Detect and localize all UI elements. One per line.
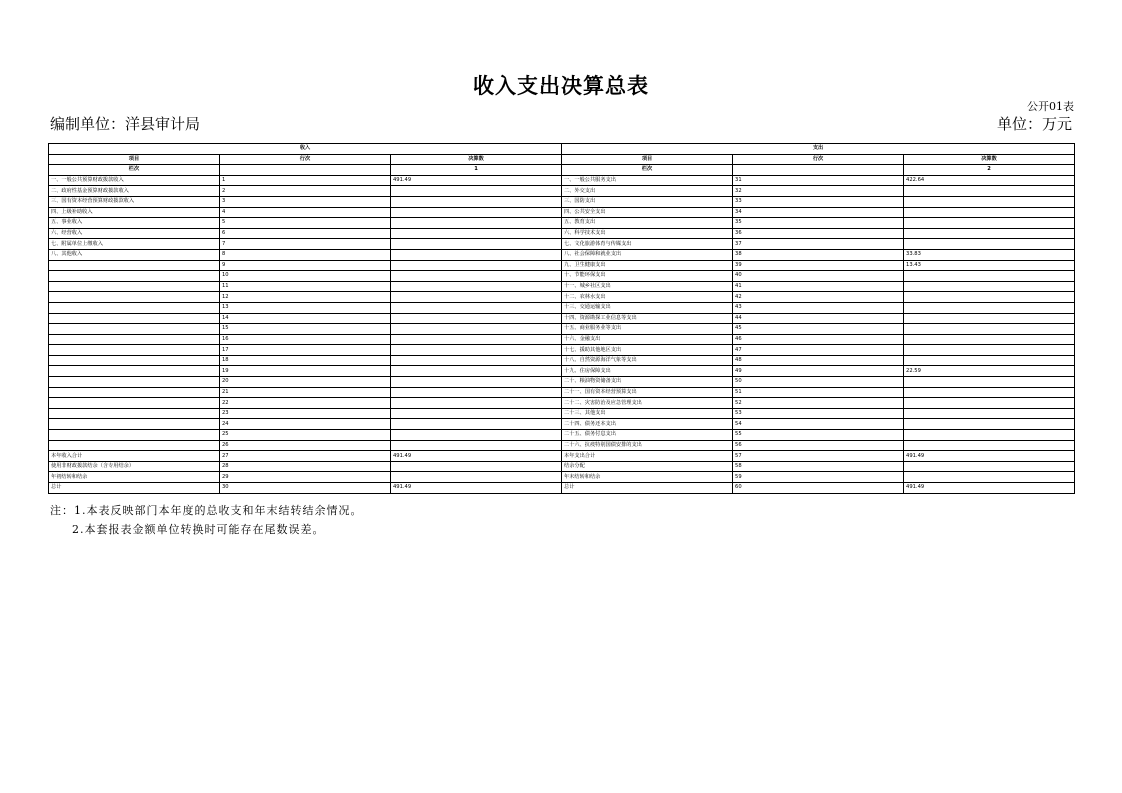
expense-item-cell: 一、一般公共服务支出 bbox=[562, 175, 733, 186]
income-line-cell: 15 bbox=[220, 324, 391, 335]
income-item-cell: 本年收入合计 bbox=[49, 451, 220, 462]
income-amount-cell bbox=[391, 228, 562, 239]
income-item-cell bbox=[49, 324, 220, 335]
income-line-cell: 26 bbox=[220, 440, 391, 451]
expense-header: 支出 bbox=[562, 144, 1075, 155]
notes bbox=[50, 501, 363, 539]
table-row bbox=[49, 260, 1075, 271]
income-amount-cell bbox=[391, 313, 562, 324]
expense-amount-cell bbox=[904, 387, 1075, 398]
unit-label: 单位：万元 bbox=[996, 115, 1072, 133]
expense-amount-cell bbox=[904, 218, 1075, 229]
income-item-cell bbox=[49, 377, 220, 388]
expense-amount-cell: 22.59 bbox=[904, 366, 1075, 377]
expense-amount-cell bbox=[904, 239, 1075, 250]
expense-line-cell: 47 bbox=[733, 345, 904, 356]
expense-amount-cell bbox=[904, 472, 1075, 483]
expense-line-cell: 44 bbox=[733, 313, 904, 324]
expense-line-cell: 32 bbox=[733, 186, 904, 197]
income-item-cell bbox=[49, 345, 220, 356]
income-amount-cell bbox=[391, 345, 562, 356]
income-item-cell bbox=[49, 408, 220, 419]
table-row bbox=[49, 324, 1075, 335]
expense-item-cell: 结余分配 bbox=[562, 461, 733, 472]
column-label: 栏次 bbox=[49, 165, 220, 176]
table-row bbox=[49, 302, 1075, 313]
income-line-cell: 10 bbox=[220, 271, 391, 282]
expense-amount-cell: 33.83 bbox=[904, 249, 1075, 260]
expense-item-cell: 二十五、债务付息支出 bbox=[562, 430, 733, 441]
column-header-line: 行次 bbox=[733, 154, 904, 165]
expense-item-cell: 六、科学技术支出 bbox=[562, 228, 733, 239]
income-line-cell: 23 bbox=[220, 408, 391, 419]
income-item-cell bbox=[49, 260, 220, 271]
income-line-cell: 16 bbox=[220, 334, 391, 345]
income-amount-cell bbox=[391, 249, 562, 260]
expense-item-cell: 九、卫生健康支出 bbox=[562, 260, 733, 271]
table-row bbox=[49, 334, 1075, 345]
income-amount-cell bbox=[391, 271, 562, 282]
expense-line-cell: 53 bbox=[733, 408, 904, 419]
expense-amount-cell bbox=[904, 292, 1075, 303]
expense-amount-cell bbox=[904, 408, 1075, 419]
income-line-cell: 2 bbox=[220, 186, 391, 197]
expense-line-cell: 39 bbox=[733, 260, 904, 271]
income-item-cell bbox=[49, 419, 220, 430]
income-item-cell bbox=[49, 387, 220, 398]
expense-line-cell: 36 bbox=[733, 228, 904, 239]
expense-amount-cell bbox=[904, 355, 1075, 366]
income-line-cell: 7 bbox=[220, 239, 391, 250]
expense-item-cell: 十一、城乡社区支出 bbox=[562, 281, 733, 292]
table-row bbox=[49, 419, 1075, 430]
income-amount-cell: 491.49 bbox=[391, 483, 562, 494]
column-header-row bbox=[49, 154, 1075, 165]
income-item-cell bbox=[49, 430, 220, 441]
income-line-cell: 4 bbox=[220, 207, 391, 218]
expense-line-cell: 46 bbox=[733, 334, 904, 345]
page-title: 收入支出决算总表 bbox=[473, 73, 649, 98]
income-item-cell bbox=[49, 281, 220, 292]
income-line-cell: 21 bbox=[220, 387, 391, 398]
expense-line-cell: 35 bbox=[733, 218, 904, 229]
income-amount-cell: 491.49 bbox=[391, 451, 562, 462]
expense-item-cell: 总计 bbox=[562, 483, 733, 494]
expense-item-cell: 七、文化旅游体育与传媒支出 bbox=[562, 239, 733, 250]
table-row bbox=[49, 313, 1075, 324]
table-row bbox=[49, 398, 1075, 409]
table-row bbox=[49, 430, 1075, 441]
income-line-cell: 17 bbox=[220, 345, 391, 356]
expense-item-cell: 八、社会保障和就业支出 bbox=[562, 249, 733, 260]
expense-amount-cell bbox=[904, 334, 1075, 345]
expense-item-cell: 十四、资源勘探工业信息等支出 bbox=[562, 313, 733, 324]
income-item-cell: 总计 bbox=[49, 483, 220, 494]
income-item-cell bbox=[49, 398, 220, 409]
column-header-amount: 决算数 bbox=[904, 154, 1075, 165]
income-item-cell: 八、其他收入 bbox=[49, 249, 220, 260]
income-expense-table bbox=[48, 143, 1075, 494]
income-item-cell: 二、政府性基金预算财政拨款收入 bbox=[49, 186, 220, 197]
table-row bbox=[49, 186, 1075, 197]
expense-amount-cell bbox=[904, 281, 1075, 292]
expense-amount-cell bbox=[904, 313, 1075, 324]
income-item-cell: 使用非财政拨款结余（含专用结余） bbox=[49, 461, 220, 472]
expense-amount-cell: 13.43 bbox=[904, 260, 1075, 271]
expense-item-cell: 十七、援助其他地区支出 bbox=[562, 345, 733, 356]
table-row bbox=[49, 408, 1075, 419]
expense-item-cell: 十五、商业服务业等支出 bbox=[562, 324, 733, 335]
expense-item-cell: 五、教育支出 bbox=[562, 218, 733, 229]
expense-amount-cell bbox=[904, 440, 1075, 451]
expense-line-cell: 45 bbox=[733, 324, 904, 335]
empty-cell bbox=[733, 165, 904, 176]
expense-line-cell: 40 bbox=[733, 271, 904, 282]
expense-line-cell: 49 bbox=[733, 366, 904, 377]
income-item-cell: 七、附属单位上缴收入 bbox=[49, 239, 220, 250]
table-row bbox=[49, 461, 1075, 472]
table-row bbox=[49, 366, 1075, 377]
note-2: 2.本套报表金额单位转换时可能存在尾数误差。 bbox=[72, 523, 325, 536]
income-amount-cell bbox=[391, 292, 562, 303]
table-row bbox=[49, 228, 1075, 239]
income-amount-cell bbox=[391, 366, 562, 377]
table-row bbox=[49, 483, 1075, 494]
income-amount-cell bbox=[391, 377, 562, 388]
income-item-cell bbox=[49, 355, 220, 366]
income-amount-cell bbox=[391, 408, 562, 419]
expense-line-cell: 41 bbox=[733, 281, 904, 292]
table-row bbox=[49, 218, 1075, 229]
income-line-cell: 30 bbox=[220, 483, 391, 494]
table-row bbox=[49, 239, 1075, 250]
income-line-cell: 18 bbox=[220, 355, 391, 366]
table-row bbox=[49, 377, 1075, 388]
income-line-cell: 11 bbox=[220, 281, 391, 292]
income-amount-cell bbox=[391, 387, 562, 398]
column-number: 2 bbox=[904, 165, 1075, 176]
section-header-row bbox=[49, 144, 1075, 155]
expense-item-cell: 十、节能环保支出 bbox=[562, 271, 733, 282]
note-1: 注：1.本表反映部门本年度的总收支和年末结转结余情况。 bbox=[50, 504, 363, 517]
income-line-cell: 22 bbox=[220, 398, 391, 409]
expense-amount-cell bbox=[904, 196, 1075, 207]
income-amount-cell bbox=[391, 398, 562, 409]
expense-line-cell: 33 bbox=[733, 196, 904, 207]
expense-amount-cell: 491.49 bbox=[904, 451, 1075, 462]
income-amount-cell bbox=[391, 472, 562, 483]
column-header-item: 项目 bbox=[49, 154, 220, 165]
expense-amount-cell bbox=[904, 398, 1075, 409]
expense-line-cell: 34 bbox=[733, 207, 904, 218]
table-row bbox=[49, 249, 1075, 260]
expense-item-cell: 十九、住房保障支出 bbox=[562, 366, 733, 377]
column-header-amount: 决算数 bbox=[391, 154, 562, 165]
income-line-cell: 13 bbox=[220, 302, 391, 313]
expense-line-cell: 60 bbox=[733, 483, 904, 494]
income-item-cell bbox=[49, 440, 220, 451]
expense-line-cell: 56 bbox=[733, 440, 904, 451]
income-line-cell: 27 bbox=[220, 451, 391, 462]
expense-line-cell: 48 bbox=[733, 355, 904, 366]
income-line-cell: 29 bbox=[220, 472, 391, 483]
income-line-cell: 9 bbox=[220, 260, 391, 271]
income-line-cell: 20 bbox=[220, 377, 391, 388]
income-amount-cell bbox=[391, 196, 562, 207]
income-line-cell: 19 bbox=[220, 366, 391, 377]
income-item-cell: 五、事业收入 bbox=[49, 218, 220, 229]
income-item-cell bbox=[49, 302, 220, 313]
expense-line-cell: 43 bbox=[733, 302, 904, 313]
expense-line-cell: 57 bbox=[733, 451, 904, 462]
income-line-cell: 12 bbox=[220, 292, 391, 303]
expense-line-cell: 51 bbox=[733, 387, 904, 398]
table-row bbox=[49, 387, 1075, 398]
column-number: 1 bbox=[391, 165, 562, 176]
expense-line-cell: 42 bbox=[733, 292, 904, 303]
expense-item-cell: 十八、自然资源海洋气象等支出 bbox=[562, 355, 733, 366]
table-row bbox=[49, 207, 1075, 218]
expense-amount-cell bbox=[904, 271, 1075, 282]
income-item-cell bbox=[49, 366, 220, 377]
income-line-cell: 25 bbox=[220, 430, 391, 441]
expense-item-cell: 二十四、债务还本支出 bbox=[562, 419, 733, 430]
income-line-cell: 8 bbox=[220, 249, 391, 260]
expense-line-cell: 59 bbox=[733, 472, 904, 483]
income-item-cell: 年初结转和结余 bbox=[49, 472, 220, 483]
table-row bbox=[49, 271, 1075, 282]
expense-amount-cell bbox=[904, 302, 1075, 313]
expense-item-cell: 年末结转和结余 bbox=[562, 472, 733, 483]
empty-cell bbox=[220, 165, 391, 176]
expense-item-cell: 本年支出合计 bbox=[562, 451, 733, 462]
expense-amount-cell bbox=[904, 430, 1075, 441]
column-header-item: 项目 bbox=[562, 154, 733, 165]
expense-item-cell: 二十二、灾害防治及应急管理支出 bbox=[562, 398, 733, 409]
income-item-cell: 四、上级补助收入 bbox=[49, 207, 220, 218]
expense-amount-cell: 422.64 bbox=[904, 175, 1075, 186]
income-amount-cell bbox=[391, 207, 562, 218]
expense-amount-cell bbox=[904, 207, 1075, 218]
income-line-cell: 6 bbox=[220, 228, 391, 239]
table-row bbox=[49, 472, 1075, 483]
income-line-cell: 1 bbox=[220, 175, 391, 186]
expense-item-cell: 二十一、国有资本经营预算支出 bbox=[562, 387, 733, 398]
expense-amount-cell bbox=[904, 228, 1075, 239]
expense-amount-cell bbox=[904, 324, 1075, 335]
income-amount-cell bbox=[391, 186, 562, 197]
expense-item-cell: 十二、农林水支出 bbox=[562, 292, 733, 303]
table-row bbox=[49, 281, 1075, 292]
column-header-line: 行次 bbox=[220, 154, 391, 165]
expense-item-cell: 二十六、抗疫特别国债安排的支出 bbox=[562, 440, 733, 451]
table-row bbox=[49, 355, 1075, 366]
org-label: 编制单位：洋县审计局 bbox=[50, 115, 201, 133]
expense-item-cell: 二、外交支出 bbox=[562, 186, 733, 197]
expense-line-cell: 52 bbox=[733, 398, 904, 409]
table-row bbox=[49, 175, 1075, 186]
income-line-cell: 3 bbox=[220, 196, 391, 207]
income-item-cell bbox=[49, 271, 220, 282]
table-row bbox=[49, 292, 1075, 303]
income-amount-cell bbox=[391, 218, 562, 229]
expense-line-cell: 31 bbox=[733, 175, 904, 186]
expense-amount-cell: 491.49 bbox=[904, 483, 1075, 494]
income-amount-cell: 491.49 bbox=[391, 175, 562, 186]
expense-amount-cell bbox=[904, 377, 1075, 388]
income-amount-cell bbox=[391, 302, 562, 313]
income-item-cell bbox=[49, 334, 220, 345]
table-row bbox=[49, 196, 1075, 207]
income-item-cell: 三、国有资本经营预算财政拨款收入 bbox=[49, 196, 220, 207]
expense-item-cell: 十六、金融支出 bbox=[562, 334, 733, 345]
expense-item-cell: 二十三、其他支出 bbox=[562, 408, 733, 419]
income-header: 收入 bbox=[49, 144, 562, 155]
column-label: 栏次 bbox=[562, 165, 733, 176]
expense-amount-cell bbox=[904, 419, 1075, 430]
income-item-cell: 六、经营收入 bbox=[49, 228, 220, 239]
expense-line-cell: 38 bbox=[733, 249, 904, 260]
expense-amount-cell bbox=[904, 345, 1075, 356]
income-line-cell: 24 bbox=[220, 419, 391, 430]
income-amount-cell bbox=[391, 440, 562, 451]
income-line-cell: 14 bbox=[220, 313, 391, 324]
income-item-cell bbox=[49, 313, 220, 324]
income-amount-cell bbox=[391, 430, 562, 441]
expense-line-cell: 37 bbox=[733, 239, 904, 250]
column-number-row bbox=[49, 165, 1075, 176]
expense-item-cell: 二十、粮油物资储备支出 bbox=[562, 377, 733, 388]
table-row bbox=[49, 440, 1075, 451]
income-item-cell: 一、一般公共预算财政拨款收入 bbox=[49, 175, 220, 186]
income-line-cell: 28 bbox=[220, 461, 391, 472]
income-amount-cell bbox=[391, 260, 562, 271]
table-row bbox=[49, 451, 1075, 462]
expense-item-cell: 十三、交通运输支出 bbox=[562, 302, 733, 313]
table-row bbox=[49, 345, 1075, 356]
expense-item-cell: 三、国防支出 bbox=[562, 196, 733, 207]
income-amount-cell bbox=[391, 324, 562, 335]
expense-amount-cell bbox=[904, 461, 1075, 472]
expense-line-cell: 50 bbox=[733, 377, 904, 388]
income-amount-cell bbox=[391, 239, 562, 250]
income-amount-cell bbox=[391, 355, 562, 366]
income-amount-cell bbox=[391, 419, 562, 430]
income-amount-cell bbox=[391, 334, 562, 345]
income-item-cell bbox=[49, 292, 220, 303]
expense-line-cell: 55 bbox=[733, 430, 904, 441]
expense-line-cell: 54 bbox=[733, 419, 904, 430]
expense-item-cell: 四、公共安全支出 bbox=[562, 207, 733, 218]
income-amount-cell bbox=[391, 281, 562, 292]
form-code: 公开01表 bbox=[1027, 100, 1074, 113]
income-amount-cell bbox=[391, 461, 562, 472]
income-line-cell: 5 bbox=[220, 218, 391, 229]
expense-amount-cell bbox=[904, 186, 1075, 197]
expense-line-cell: 58 bbox=[733, 461, 904, 472]
